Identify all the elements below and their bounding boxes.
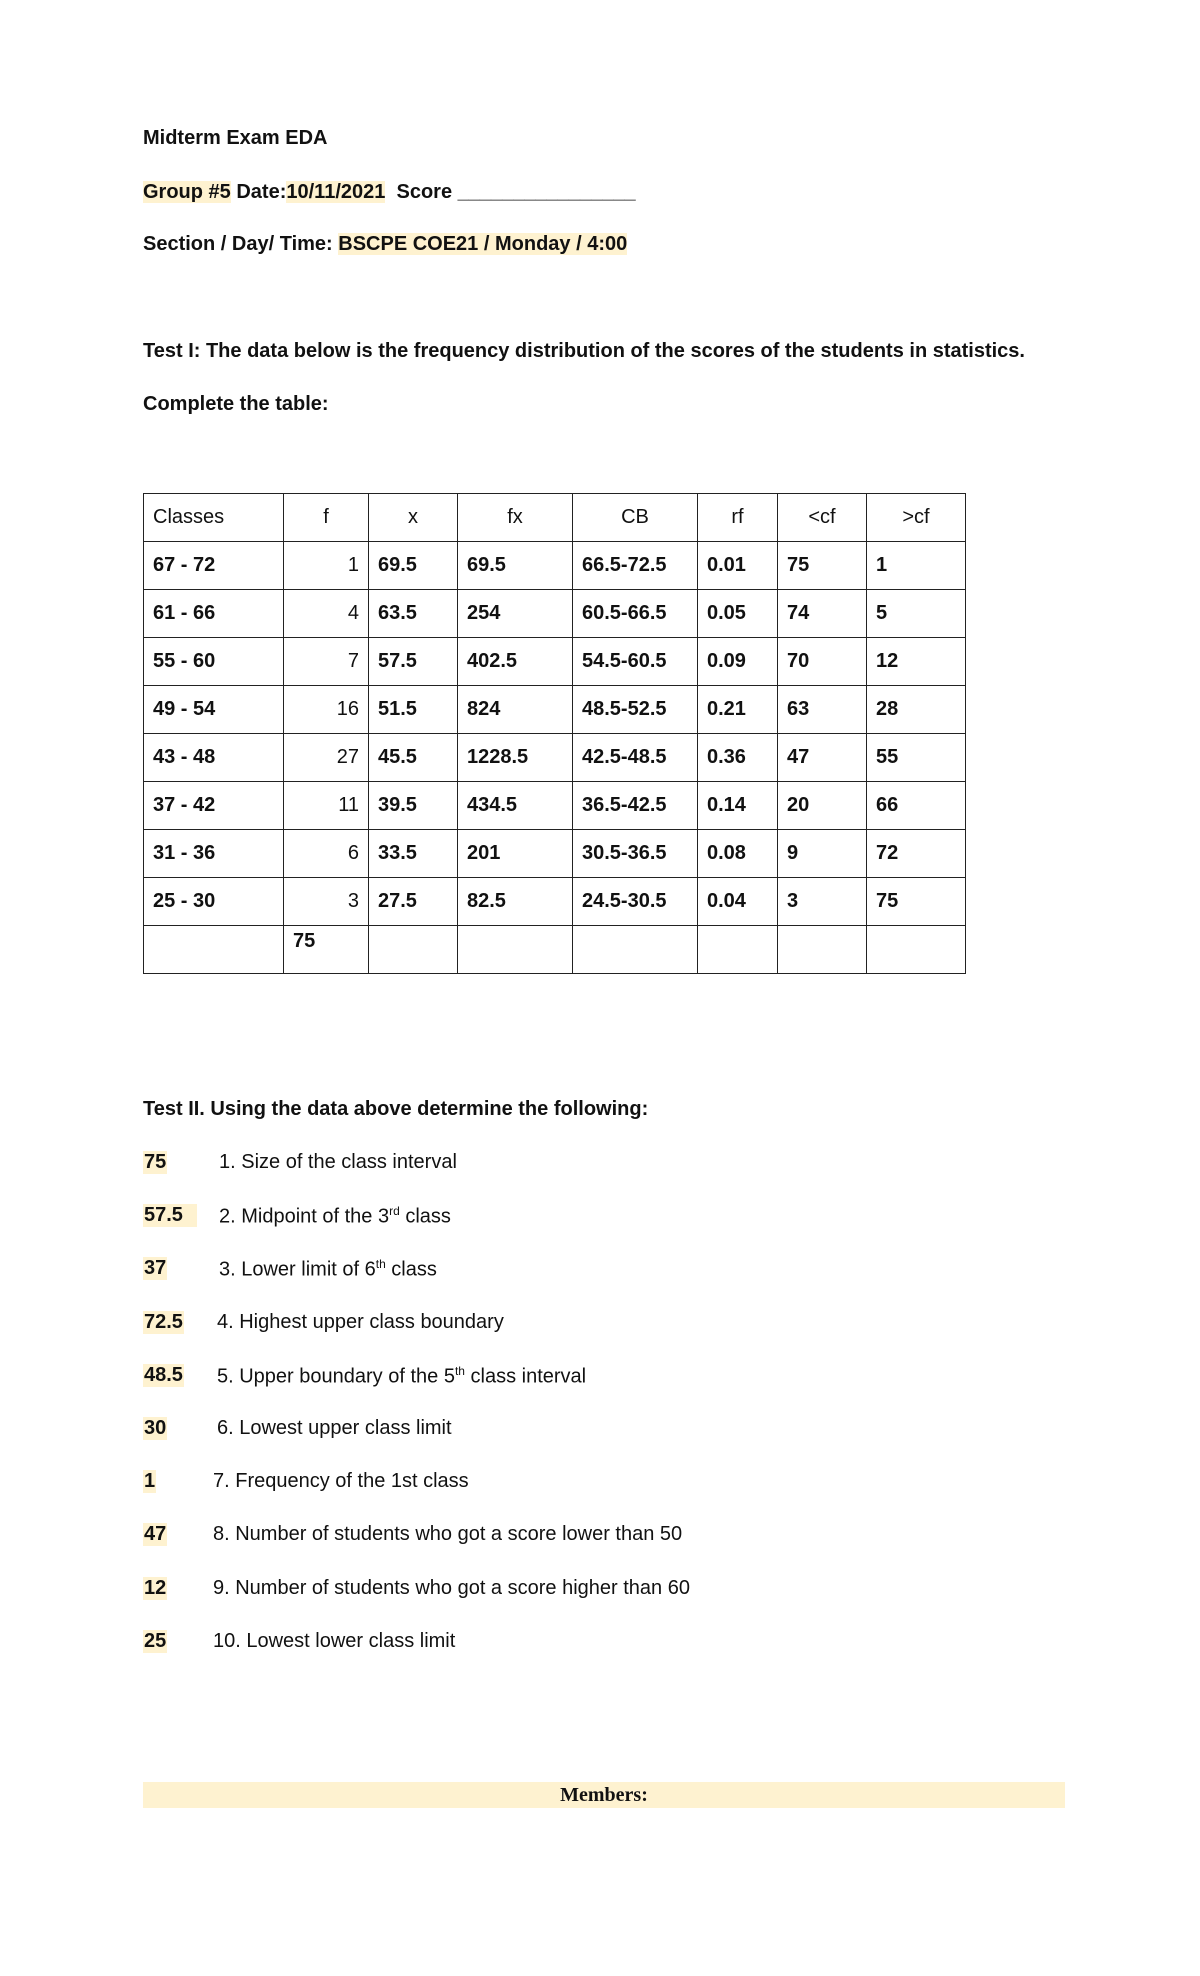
cell-greater-cf: 66 <box>867 782 966 830</box>
cell-greater-cf: 72 <box>867 830 966 878</box>
table-row <box>144 782 966 830</box>
answer-value: 72.5 <box>144 1310 183 1333</box>
group-label: Group #5 <box>143 181 231 203</box>
table-header-row <box>144 494 966 542</box>
ordinal-suffix: th <box>454 1363 465 1378</box>
score-blank[interactable]: ________________ <box>457 181 636 203</box>
cell-empty <box>458 926 573 974</box>
cell-rf: 0.04 <box>698 878 778 926</box>
question-text-part: 3. Lower limit of 6 <box>219 1259 376 1282</box>
cell-cb: 54.5-60.5 <box>573 638 698 686</box>
question-text <box>219 1257 437 1282</box>
cell-cb: 42.5-48.5 <box>573 734 698 782</box>
cell-fx: 1228.5 <box>458 734 573 782</box>
score-label: Score <box>396 181 453 203</box>
column-header-x: x <box>369 494 458 542</box>
cell-classes: 25 - 30 <box>144 878 284 926</box>
cell-total-f: 75 <box>284 926 369 974</box>
table-total-row <box>144 926 966 974</box>
ordinal-suffix: th <box>375 1257 386 1272</box>
cell-empty <box>778 926 867 974</box>
cell-empty <box>867 926 966 974</box>
date-label: Date: <box>236 181 287 203</box>
cell-classes: 61 - 66 <box>144 590 284 638</box>
cell-rf: 0.09 <box>698 638 778 686</box>
cell-greater-cf: 5 <box>867 590 966 638</box>
ordinal-suffix: rd <box>389 1204 400 1219</box>
question-text-part: class <box>399 1205 451 1228</box>
answer-value: 75 <box>144 1151 167 1173</box>
section-line <box>143 233 627 256</box>
test1-heading: Test I: The data below is the frequency distribution of the scores of the students in statistics. <box>143 340 1025 362</box>
question-text-part: class interval <box>464 1365 587 1388</box>
cell-cb: 30.5-36.5 <box>573 830 698 878</box>
column-header-cb: CB <box>573 494 698 542</box>
question-text-part: 5. Upper boundary of the 5 <box>217 1365 455 1388</box>
cell-fx: 254 <box>458 590 573 638</box>
test1-instruction: Complete the table: <box>143 393 329 415</box>
cell-cb: 24.5-30.5 <box>573 878 698 926</box>
table-row <box>144 830 966 878</box>
cell-f: 7 <box>284 638 369 686</box>
cell-classes: 67 - 72 <box>144 542 284 590</box>
cell-x: 69.5 <box>369 542 458 590</box>
answer-value: 57.5 <box>143 1204 197 1227</box>
answer-value: 12 <box>144 1576 167 1599</box>
cell-less-cf: 74 <box>778 590 867 638</box>
frequency-table <box>143 493 966 974</box>
column-header-fx: fx <box>458 494 573 542</box>
question-text: 10. Lowest lower class limit <box>213 1629 456 1652</box>
cell-x: 63.5 <box>369 590 458 638</box>
cell-less-cf: 63 <box>778 686 867 734</box>
cell-f: 1 <box>284 542 369 590</box>
cell-x: 33.5 <box>369 830 458 878</box>
cell-rf: 0.21 <box>698 686 778 734</box>
cell-f: 6 <box>284 830 369 878</box>
cell-empty <box>698 926 778 974</box>
cell-classes: 43 - 48 <box>144 734 284 782</box>
question-text: 6. Lowest upper class limit <box>217 1417 452 1439</box>
cell-fx: 824 <box>458 686 573 734</box>
answer-value: 30 <box>144 1417 167 1439</box>
cell-rf: 0.14 <box>698 782 778 830</box>
cell-greater-cf: 12 <box>867 638 966 686</box>
cell-rf: 0.05 <box>698 590 778 638</box>
date-value: 10/11/2021 <box>286 181 386 203</box>
answer-value: 37 <box>144 1257 167 1280</box>
table-row <box>144 590 966 638</box>
cell-classes: 37 - 42 <box>144 782 284 830</box>
test2-heading: Test II. Using the data above determine the following: <box>143 1098 649 1120</box>
cell-less-cf: 9 <box>778 830 867 878</box>
cell-less-cf: 70 <box>778 638 867 686</box>
cell-greater-cf: 1 <box>867 542 966 590</box>
question-text-part: class <box>385 1259 437 1282</box>
exam-title: Midterm Exam EDA <box>143 127 328 149</box>
answer-value: 48.5 <box>144 1363 183 1386</box>
cell-fx: 201 <box>458 830 573 878</box>
question-text-part: 2. Midpoint of the 3 <box>219 1205 390 1228</box>
answer-value: 1 <box>144 1470 156 1493</box>
cell-less-cf: 3 <box>778 878 867 926</box>
column-header-f: f <box>284 494 369 542</box>
cell-f: 16 <box>284 686 369 734</box>
answer-value: 25 <box>144 1629 167 1652</box>
cell-cb: 48.5-52.5 <box>573 686 698 734</box>
question-text: 4. Highest upper class boundary <box>217 1310 504 1333</box>
table-row <box>144 878 966 926</box>
cell-empty <box>369 926 458 974</box>
cell-empty <box>144 926 284 974</box>
cell-x: 39.5 <box>369 782 458 830</box>
cell-cb: 60.5-66.5 <box>573 590 698 638</box>
cell-less-cf: 75 <box>778 542 867 590</box>
question-text: 1. Size of the class interval <box>219 1151 457 1173</box>
cell-greater-cf: 55 <box>867 734 966 782</box>
cell-fx: 82.5 <box>458 878 573 926</box>
table-row <box>144 686 966 734</box>
cell-cb: 36.5-42.5 <box>573 782 698 830</box>
table-row <box>144 542 966 590</box>
answer-value: 47 <box>144 1523 167 1546</box>
table-row <box>144 734 966 782</box>
cell-greater-cf: 28 <box>867 686 966 734</box>
cell-x: 45.5 <box>369 734 458 782</box>
cell-f: 27 <box>284 734 369 782</box>
cell-greater-cf: 75 <box>867 878 966 926</box>
cell-f: 11 <box>284 782 369 830</box>
cell-classes: 49 - 54 <box>144 686 284 734</box>
cell-less-cf: 47 <box>778 734 867 782</box>
question-text: 8. Number of students who got a score lower than 50 <box>213 1523 683 1546</box>
question-text: 7. Frequency of the 1st class <box>213 1470 469 1493</box>
section-value: BSCPE COE21 / Monday / 4:00 <box>338 233 628 255</box>
cell-empty <box>573 926 698 974</box>
cell-f: 3 <box>284 878 369 926</box>
cell-cb: 66.5-72.5 <box>573 542 698 590</box>
cell-classes: 55 - 60 <box>144 638 284 686</box>
members-label: Members: <box>143 1782 1065 1808</box>
cell-fx: 69.5 <box>458 542 573 590</box>
cell-classes: 31 - 36 <box>144 830 284 878</box>
cell-fx: 434.5 <box>458 782 573 830</box>
table-row <box>144 638 966 686</box>
cell-less-cf: 20 <box>778 782 867 830</box>
cell-rf: 0.01 <box>698 542 778 590</box>
question-text: 9. Number of students who got a score higher than 60 <box>213 1576 690 1599</box>
cell-x: 57.5 <box>369 638 458 686</box>
cell-f: 4 <box>284 590 369 638</box>
section-label: Section / Day/ Time: <box>143 233 333 255</box>
column-header-greater-cf: >cf <box>867 494 966 542</box>
cell-fx: 402.5 <box>458 638 573 686</box>
cell-x: 27.5 <box>369 878 458 926</box>
column-header-rf: rf <box>698 494 778 542</box>
question-text <box>217 1364 586 1389</box>
cell-rf: 0.36 <box>698 734 778 782</box>
question-text <box>219 1204 451 1229</box>
cell-rf: 0.08 <box>698 830 778 878</box>
cell-x: 51.5 <box>369 686 458 734</box>
column-header-classes: Classes <box>144 494 284 542</box>
column-header-less-cf: <cf <box>778 494 867 542</box>
group-date-score-line <box>143 181 636 204</box>
